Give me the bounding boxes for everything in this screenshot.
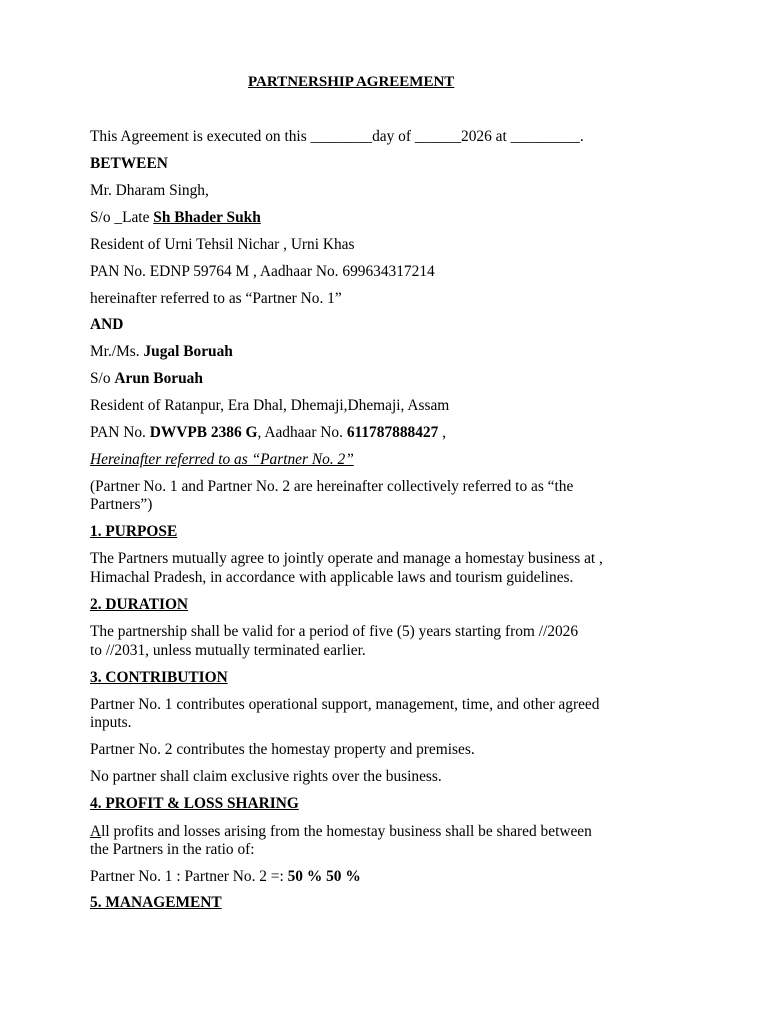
profit-line2: the Partners in the ratio of: xyxy=(90,841,255,858)
partner2-referred: Hereinafter referred to as “Partner No. 2” xyxy=(90,451,354,468)
partner2-pan-aadhaar xyxy=(90,423,446,442)
purpose-line1: The Partners mutually agree to jointly operate and manage a homestay business at , xyxy=(90,550,603,567)
partner2-pan-label: PAN No. xyxy=(90,424,150,441)
duration-line2: to //2031, unless mutually terminated earlier. xyxy=(90,642,366,659)
profit-ratio-label: Partner No. 1 : Partner No. 2 =: xyxy=(90,868,288,885)
partner2-pan: DWVPB 2386 G xyxy=(149,424,258,441)
partner1-referred: hereinafter referred to as “Partner No. 1” xyxy=(90,290,342,307)
partner1-father: Sh Bhader Sukh xyxy=(153,209,261,226)
profit-ratio-line xyxy=(90,867,361,886)
and-label: AND xyxy=(90,316,124,333)
profit-line1-initial: A xyxy=(90,823,102,840)
partner2-father-line xyxy=(90,369,203,388)
partner2-name: Jugal Boruah xyxy=(143,343,233,360)
between-label: BETWEEN xyxy=(90,155,168,172)
collective-line1: (Partner No. 1 and Partner No. 2 are hereinafter collectively referred to as “the xyxy=(90,478,574,495)
duration-line1: The partnership shall be valid for a period of five (5) years starting from //2026 xyxy=(90,623,579,640)
collective-line2: Partners”) xyxy=(90,496,153,513)
purpose-line2: Himachal Pradesh, in accordance with applicable laws and tourism guidelines. xyxy=(90,569,574,586)
partner2-so-prefix: S/o xyxy=(90,370,115,387)
contribution-p1-line1: Partner No. 1 contributes operational support, management, time, and other agreed xyxy=(90,696,600,713)
partner2-aadhaar-suffix: , xyxy=(438,424,447,441)
partner1-so-prefix: S/o _Late xyxy=(90,209,154,226)
partner1-father-line xyxy=(90,208,261,227)
intro-line: This Agreement is executed on this ________day of ______2026 at _________. xyxy=(90,128,584,145)
partner1-resident: Resident of Urni Tehsil Nichar , Urni Khas xyxy=(90,236,355,253)
purpose-heading: 1. PURPOSE xyxy=(90,523,178,540)
profit-ratio-value: 50 % 50 % xyxy=(287,868,361,885)
contribution-heading: 3. CONTRIBUTION xyxy=(90,669,228,686)
partner2-name-line xyxy=(90,342,233,361)
profit-line1 xyxy=(90,822,592,841)
partner2-father: Arun Boruah xyxy=(114,370,203,387)
partner2-resident: Resident of Ratanpur, Era Dhal, Dhemaji,Dhemaji, Assam xyxy=(90,397,450,414)
partner2-aadhaar: 611787888427 xyxy=(346,424,439,441)
contribution-p1-line2: inputs. xyxy=(90,714,132,731)
profit-line1-rest: ll profits and losses arising from the homestay business shall be shared between xyxy=(101,823,592,840)
management-heading: 5. MANAGEMENT xyxy=(90,894,222,911)
document-title: PARTNERSHIP AGREEMENT xyxy=(248,74,455,90)
partner1-pan-aadhaar: PAN No. EDNP 59764 M , Aadhaar No. 699634317214 xyxy=(90,263,435,280)
profit-heading: 4. PROFIT & LOSS SHARING xyxy=(90,795,299,812)
partner2-name-prefix: Mr./Ms. xyxy=(90,343,144,360)
contribution-p2: Partner No. 2 contributes the homestay property and premises. xyxy=(90,741,475,758)
contribution-p3: No partner shall claim exclusive rights over the business. xyxy=(90,768,442,785)
partner1-name: Mr. Dharam Singh, xyxy=(90,182,209,199)
partner2-aadhaar-label: , Aadhaar No. xyxy=(257,424,347,441)
duration-heading: 2. DURATION xyxy=(90,596,189,613)
